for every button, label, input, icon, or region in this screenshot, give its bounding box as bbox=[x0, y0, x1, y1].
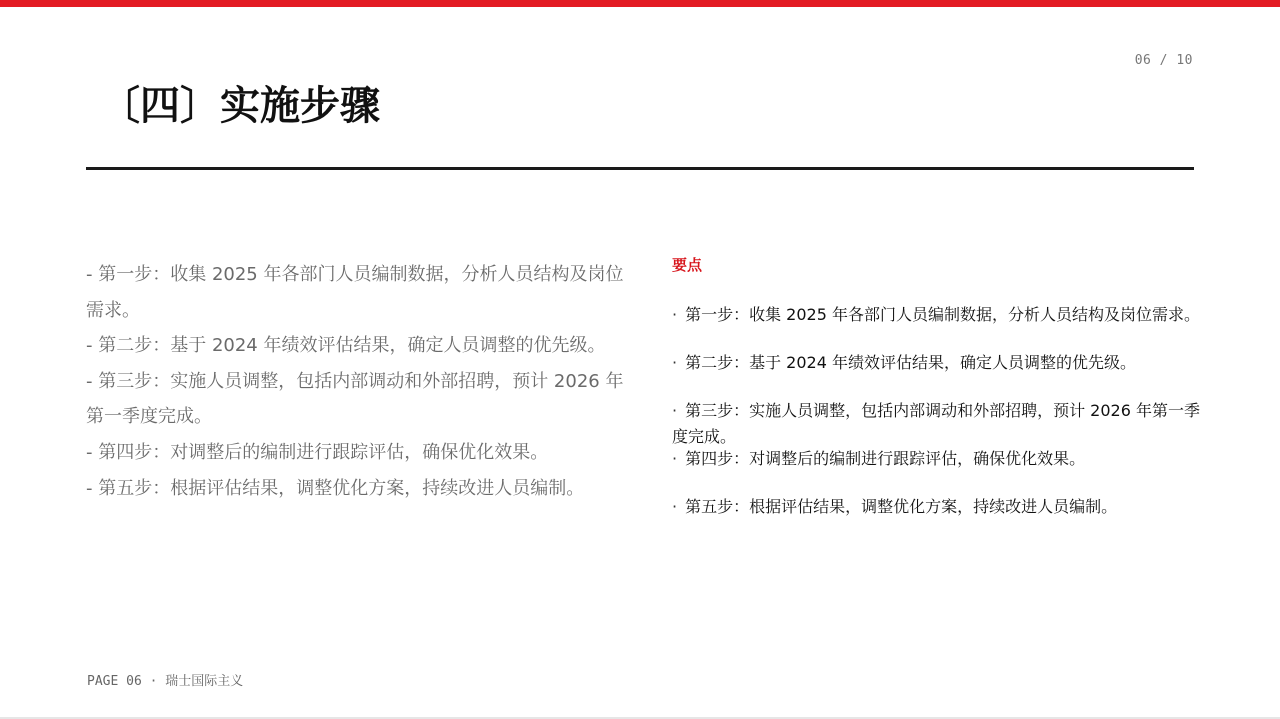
bullet-dot: · bbox=[672, 449, 678, 468]
footer-separator: · bbox=[141, 674, 166, 689]
key-point-text: 第一步：收集 2025 年各部门人员编制数据，分析人员结构及岗位需求。 bbox=[685, 305, 1200, 324]
bullet-dot: · bbox=[672, 401, 678, 420]
title-divider bbox=[86, 167, 1194, 170]
key-points-label: 要点 bbox=[672, 256, 703, 274]
bullet-dot: · bbox=[672, 497, 678, 516]
step-item-3: - 第三步：实施人员调整，包括内部调动和外部招聘，预计 2026 年第一季度完成。 bbox=[86, 370, 624, 428]
bullet-dot: · bbox=[672, 305, 678, 324]
step-item-5: - 第五步：根据评估结果，调整优化方案，持续改进人员编制。 bbox=[86, 477, 585, 499]
footer-org-name: 瑞士国际主义 bbox=[165, 674, 244, 689]
slide-title: 〔四〕实施步骤 bbox=[100, 83, 380, 129]
key-point-item bbox=[672, 494, 1207, 542]
key-point-item bbox=[672, 350, 1207, 398]
step-item-4: - 第四步：对调整后的编制进行跟踪评估，确保优化效果。 bbox=[86, 441, 549, 463]
steps-list bbox=[86, 257, 626, 506]
bullet-dot: · bbox=[672, 353, 678, 372]
step-item-1: - 第一步：收集 2025 年各部门人员编制数据，分析人员结构及岗位需求。 bbox=[86, 264, 624, 321]
key-point-item bbox=[672, 446, 1207, 494]
key-point-text: 第二步：基于 2024 年绩效评估结果，确定人员调整的优先级。 bbox=[685, 353, 1136, 372]
key-point-text: 第五步：根据评估结果，调整优化方案，持续改进人员编制。 bbox=[685, 497, 1118, 516]
key-point-text: 第四步：对调整后的编制进行跟踪评估，确保优化效果。 bbox=[685, 449, 1086, 468]
key-point-item bbox=[672, 398, 1207, 446]
key-point-item bbox=[672, 302, 1207, 350]
key-point-text: 第三步：实施人员调整，包括内部调动和外部招聘，预计 2026 年第一季度完成。 bbox=[672, 401, 1200, 446]
step-item-2: - 第二步：基于 2024 年绩效评估结果，确定人员调整的优先级。 bbox=[86, 335, 606, 357]
page-counter: 06 / 10 bbox=[1134, 53, 1193, 68]
key-points-panel bbox=[672, 252, 1207, 542]
footer-page-label: PAGE 06 bbox=[87, 674, 142, 689]
top-accent-bar bbox=[0, 0, 1280, 7]
footer bbox=[87, 670, 243, 689]
